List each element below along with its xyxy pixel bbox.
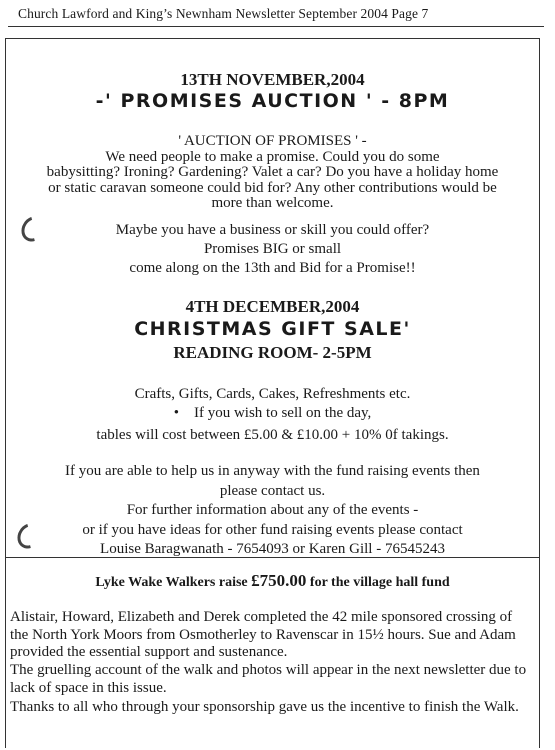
lyke-para-3: Thanks to all who through your sponsorship gave us the incentive to finish the Walk. — [10, 699, 519, 715]
sale-sell-line — [5, 405, 540, 421]
lyke-para-2: The gruelling account of the walk and photos will appear in the next newsletter due to lack of space in this issue. — [10, 662, 527, 696]
help-line-1: If you are able to help us in anyway with the fund raising events then — [65, 463, 480, 479]
help-line-3: For further information about any of the events - — [126, 502, 419, 518]
help-line-5: Louise Baragwanath - 7654093 or Karen Gill - 76545243 — [100, 541, 445, 557]
auction-line-2: babysitting? Ironing? Gardening? Valet a car? Do you have a holiday home — [46, 164, 499, 180]
sale-title: CHRISTMAS GIFT SALE' — [134, 318, 411, 340]
help-line-2: please contact us. — [219, 483, 326, 499]
sale-items: Crafts, Gifts, Cards, Cakes, Refreshments etc. — [134, 386, 411, 402]
auction-line-5: Maybe you have a business or skill you could offer? — [115, 222, 430, 238]
auction-date: 13TH NOVEMBER,2004 — [180, 70, 365, 89]
lyke-title-post: for the village hall fund — [306, 575, 450, 590]
auction-subtitle: ' AUCTION OF PROMISES ' - — [178, 133, 367, 149]
lyke-para-1: Alistair, Howard, Elizabeth and Derek completed the 42 mile sponsored crossing of the North York Moors from Osmotherley to Ravenscar in 15½ hours. Sue and Adam provided the essential support and sustenance. — [10, 609, 516, 660]
header-rule — [8, 26, 544, 27]
auction-title: -' PROMISES AUCTION ' - 8PM — [95, 90, 450, 112]
lyke-amount: £750.00 — [251, 571, 307, 590]
newsletter-header: Church Lawford and King’s Newnham Newsletter September 2004 Page 7 — [18, 6, 429, 21]
lyke-title — [5, 571, 540, 591]
sale-date: 4TH DECEMBER,2004 — [185, 297, 360, 316]
bullet: • — [173, 405, 179, 421]
auction-line-1: We need people to make a promise. Could you do some — [105, 149, 440, 165]
sale-sell: If you wish to sell on the day, — [193, 405, 372, 421]
help-line-4: or if you have ideas for other fund raising events please contact — [82, 522, 463, 538]
sale-place: READING ROOM- 2-5PM — [173, 343, 372, 362]
lyke-title-pre: Lyke Wake Walkers raise — [95, 575, 252, 590]
auction-line-4: more than welcome. — [211, 195, 334, 211]
auction-line-3: or static caravan someone could bid for? Any other contributions would be — [48, 180, 497, 196]
auction-line-6: Promises BIG or small — [203, 241, 342, 257]
sale-tables: tables will cost between £5.00 & £10.00 + 10% 0f takings. — [96, 427, 449, 443]
auction-line-7: come along on the 13th and Bid for a Promise!! — [129, 260, 416, 276]
